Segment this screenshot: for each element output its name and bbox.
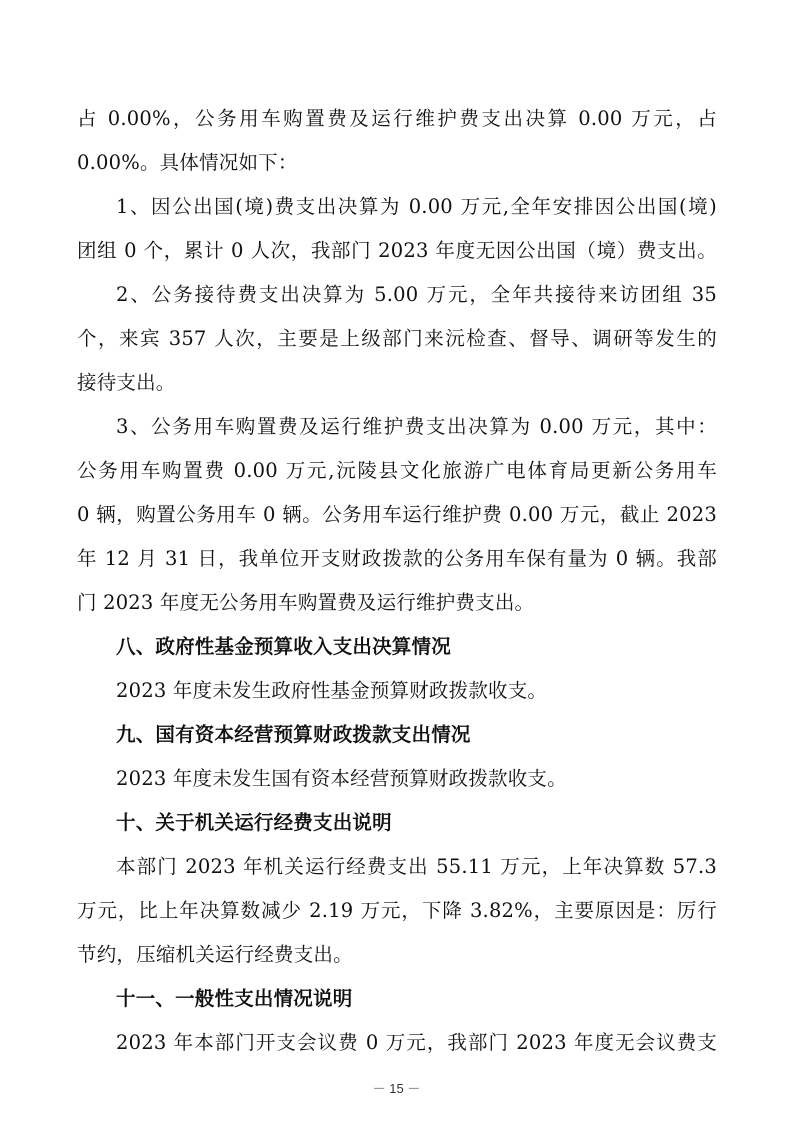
body-line: 节约，压缩机关运行经费支出。 [77,943,353,966]
body-line: 年 12 月 31 日，我单位开支财政拨款的公务用车保有量为 0 辆。我部 [77,547,717,570]
section-heading-8: 八、政府性基金预算收入支出决算情况 [116,635,451,658]
body-line: 个，来宾 357 人次，主要是上级部门来沅检查、督导、调研等发生的 [77,327,717,350]
body-line: 占 0.00%，公务用车购置费及运行维护费支出决算 0.00 万元，占 [77,107,717,130]
body-line: 本部门 2023 年机关运行经费支出 55.11 万元，上年决算数 57.3 [116,855,717,878]
body-line: 0.00%。具体情况如下： [77,151,298,174]
section-heading-11: 十一、一般性支出情况说明 [116,987,353,1010]
body-line: 门 2023 年度无公务用车购置费及运行维护费支出。 [77,591,535,614]
body-line: 接待支出。 [77,371,176,394]
body-line: 万元，比上年决算数减少 2.19 万元，下降 3.82%，主要原因是：厉行 [77,899,717,922]
section-heading-10: 十、关于机关运行经费支出说明 [116,811,392,834]
body-line: 2023 年度未发生政府性基金预算财政拨款收支。 [116,679,548,702]
body-line: 2023 年本部门开支会议费 0 万元，我部门 2023 年度无会议费支 [116,1031,717,1054]
body-line: 团组 0 个，累计 0 人次，我部门 2023 年度无因公出国（境）费支出。 [77,239,717,262]
section-heading-9: 九、国有资本经营预算财政拨款支出情况 [116,723,471,746]
body-line: 2023 年度未发生国有资本经营预算财政拨款收支。 [116,767,567,790]
body-line: 3、公务用车购置费及运行维护费支出决算为 0.00 万元，其中： [116,415,717,438]
body-line: 1、因公出国(境)费支出决算为 0.00 万元,全年安排因公出国(境) [116,195,717,218]
body-line: 0 辆，购置公务用车 0 辆。公务用车运行维护费 0.00 万元，截止 2023 [77,503,717,526]
body-line: 2、公务接待费支出决算为 5.00 万元，全年共接待来访团组 35 [116,283,717,306]
body-line: 公务用车购置费 0.00 万元,沅陵县文化旅游广电体育局更新公务用车 [77,459,717,482]
page-number: － 15 － [372,1081,421,1096]
